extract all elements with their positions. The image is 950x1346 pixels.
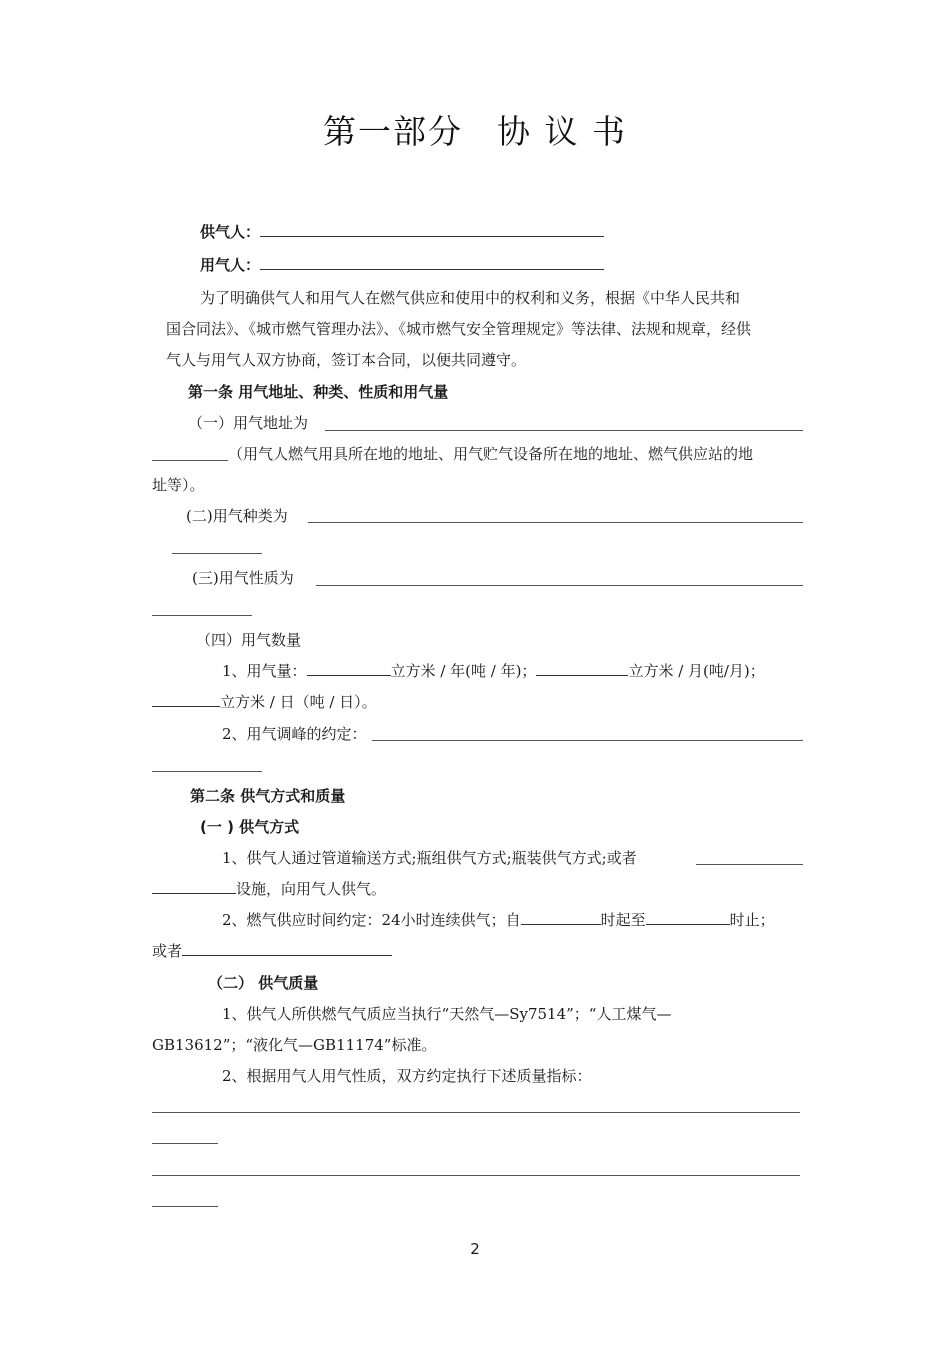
type-label: (二)用气种类为 [186,507,288,525]
page-title [0,106,950,153]
quality-line-2: GB13612”；“液化气—GB11174”标准。 [152,1036,437,1054]
q2-label: 2、用气调峰的约定： [222,725,367,743]
quantity-label: （四）用气数量 [196,631,302,649]
quality-blank-1[interactable] [152,1112,800,1113]
intro-line-2: 国合同法》、《城市燃气管理办法》、《城市燃气安全管理规定》等法律、法规和规章，经供 [166,320,752,338]
quantity-line-1 [222,661,765,681]
quality-blank-2-cont[interactable] [152,1206,218,1207]
time-start-blank[interactable] [521,910,601,925]
supplier-label: 供气人： [200,223,261,241]
type-blank-cont[interactable] [172,553,262,554]
method-blank-cont[interactable] [152,879,236,894]
time-other-blank[interactable] [182,941,392,956]
user-blank[interactable] [260,255,604,270]
quantity-line-2 [152,692,377,712]
time-line-2 [152,941,392,961]
method-line-2 [152,879,386,899]
address-note-2: 址等）。 [152,476,205,494]
address-blank-cont[interactable] [152,460,228,461]
supply-method-heading: (一 ) 供气方式 [200,818,300,836]
nature-label: (三)用气性质为 [192,569,294,587]
supplier-blank[interactable] [260,222,604,237]
q1-unit-day: 立方米 / 日（吨 / 日）。 [220,693,377,711]
user-label: 用气人： [200,256,261,274]
address-blank[interactable] [325,430,803,431]
title-name: 协 议 书 [497,112,627,151]
q2-blank[interactable] [372,740,803,741]
time-prefix: 2、燃气供应时间约定：24小时连续供气；自 [222,911,521,929]
q1-unit-month: 立方米 / 月(吨/月)； [628,662,765,680]
quality-blank-1-cont[interactable] [152,1143,218,1144]
q1-year-blank[interactable] [307,661,391,676]
method-line-1: 1、供气人通过管道输送方式;瓶组供气方式;瓶装供气方式;或者 [222,849,637,867]
article2-heading: 第二条 供气方式和质量 [190,787,346,805]
q1-month-blank[interactable] [536,661,628,676]
quality-line-3: 2、根据用气人用气性质，双方约定执行下述质量指标： [222,1067,592,1085]
q2-blank-cont[interactable] [152,771,262,772]
time-line-1 [222,910,775,930]
title-part: 第一部分 [323,112,463,151]
article1-heading: 第一条 用气地址、种类、性质和用气量 [188,383,449,401]
quality-blank-2[interactable] [152,1175,800,1176]
time-or: 或者 [152,942,183,960]
intro-line-3: 气人与用气人双方协商，签订本合同，以便共同遵守。 [166,351,527,369]
q1-day-blank[interactable] [152,692,220,707]
time-end-blank[interactable] [646,910,730,925]
intro-line-1: 为了明确供气人和用气人在燃气供应和使用中的权利和义务，根据《中华人民共和 [200,289,741,307]
user-line [200,255,604,275]
supplier-line [200,222,604,242]
method-tail: 设施，向用气人供气。 [236,880,387,898]
nature-blank-cont[interactable] [152,615,252,616]
supply-quality-heading: （二） 供气质量 [208,974,319,992]
quality-line-1: 1、供气人所供燃气气质应当执行“天然气—Sy7514”；“人工煤气— [222,1005,672,1023]
time-mid: 时起至 [600,911,646,929]
type-blank[interactable] [308,522,803,523]
page-number: 2 [470,1240,480,1258]
time-suffix: 时止； [729,911,775,929]
address-note: （用气人燃气用具所在地的地址、用气贮气设备所在地的地址、燃气供应站的地 [228,445,754,463]
method-blank[interactable] [696,864,803,865]
q1-unit-year: 立方米 / 年(吨 / 年)； [390,662,537,680]
q1-prefix: 1、用气量： [222,662,307,680]
nature-blank[interactable] [316,585,803,586]
address-label: （一）用气地址为 [188,414,309,432]
